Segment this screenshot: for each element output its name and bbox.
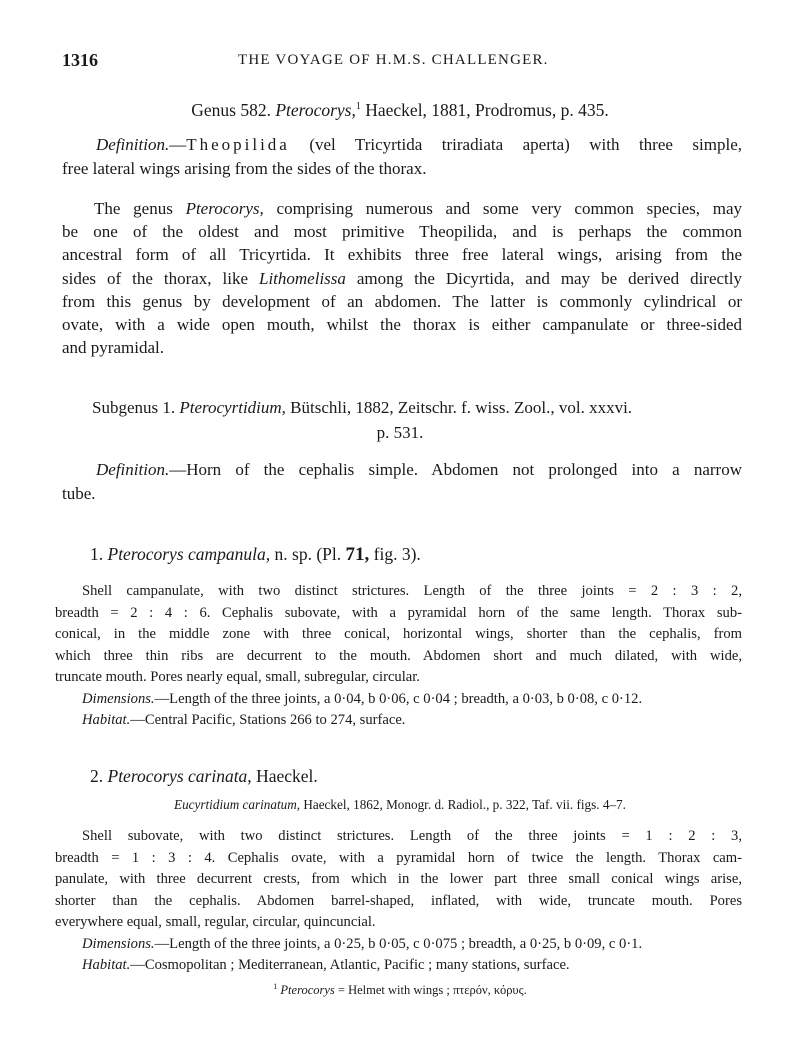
- species-2-habitat: Habitat.—Cosmopolitan ; Mediterranean, Atlantic, Pacific ; many stations, surface.: [82, 957, 570, 973]
- footnote-term: Pterocorys: [280, 983, 335, 998]
- genus-heading: [0, 95, 800, 122]
- definition-family: Theopilida: [186, 135, 290, 154]
- species-1-description: [55, 581, 742, 732]
- footnote-text: = Helmet with wings ; πτερόν, κόρυς.: [334, 983, 527, 998]
- definition-rest: (vel Tricyrtida triradiata aperta) with three simple,: [289, 135, 742, 154]
- species-1-heading: 1. Pterocorys campanula, n. sp. (Pl. 71, fig. 3).: [90, 544, 421, 565]
- species-2-line1: Shell subovate, with two distinct strictures. Length of the three joints = 1 : 2 : 3,: [82, 828, 742, 844]
- subgenus-heading: [92, 396, 632, 420]
- species-1-line4: which three thin ribs are decurrent to the mouth. Abdomen short and much dilated, with wide,: [55, 647, 742, 664]
- genus-para-line6: ovate, with a wide open mouth, whilst the thorax is either campanulate or three-sided: [62, 315, 742, 335]
- subgenus-definition: [62, 458, 742, 506]
- genus-para-line1: The genus Pterocorys, comprising numerous and some very common species, may: [94, 199, 742, 218]
- page-number: 1316: [62, 50, 98, 70]
- subgenus-name: Pterocyrtidium,: [179, 398, 286, 417]
- species-2-name: Pterocorys carinata,: [107, 766, 252, 786]
- definition-dash: —: [169, 135, 187, 154]
- species-2-heading: 2. Pterocorys carinata, Haeckel.: [90, 766, 318, 786]
- genus-name: Pterocorys,: [275, 99, 356, 120]
- species-2-line4: shorter than the cephalis. Abdomen barrel-shaped, inflated, with wide, truncate mouth. Pores: [55, 892, 742, 909]
- genus-definition-line1: [62, 133, 742, 157]
- subgenus-page: p. 531.: [376, 423, 424, 442]
- subgenus-definition-line1: Definition.—Horn of the cephalis simple. Abdomen not prolonged into a narrow: [96, 460, 742, 479]
- footnote-mark: 1: [355, 101, 361, 112]
- species-2-line2: breadth = 1 : 3 : 4. Cephalis ovate, with a pyramidal horn of twice the length. Thorax cam-: [55, 849, 742, 866]
- genus-para-line7: and pyramidal.: [62, 338, 164, 358]
- genus-para-line3: ancestral form of all Tricyrtida. It exhibits three free lateral wings, arising from the: [62, 245, 742, 265]
- species-2-description: [55, 826, 742, 977]
- species-2-synonym: Eucyrtidium carinatum, Haeckel, 1862, Monogr. d. Radiol., p. 322, Taf. vii. figs. 4–7.: [174, 797, 626, 812]
- plate-number: 71,: [345, 544, 370, 565]
- species-1-line1: Shell campanulate, with two distinct strictures. Length of the three joints = 2 : 3 : 2,: [82, 583, 742, 599]
- genus-heading-rest: Haeckel, 1881, Prodromus, p. 435.: [360, 99, 609, 120]
- genus-prefix: Genus 582.: [191, 99, 271, 120]
- footnote: [0, 982, 800, 998]
- running-title: THE VOYAGE OF H.M.S. CHALLENGER.: [238, 52, 549, 68]
- species-2-line3: panulate, with three decurrent crests, from which in the lower part three small conical wings arise,: [55, 871, 742, 887]
- species-2-line5: everywhere equal, small, regular, circular, quincuncial.: [55, 914, 376, 930]
- species-2-dimensions: Dimensions.—Length of the three joints, a 0·25, b 0·05, c 0·075 ; breadth, a 0·25, b 0·09, c 0·1.: [82, 935, 643, 952]
- genus-para-line2: be one of the oldest and most primitive Theopilida, and is perhaps the common: [62, 222, 742, 242]
- genus-definition: [62, 133, 742, 181]
- species-1-dimensions: Dimensions.—Length of the three joints, a 0·04, b 0·06, c 0·04 ; breadth, a 0·03, b 0·08, c 0·12.: [82, 690, 643, 707]
- species-1-line5: truncate mouth. Pores nearly equal, small, subregular, circular.: [55, 669, 420, 685]
- species-1-line2: breadth = 2 : 4 : 6. Cephalis subovate, with a pyramidal horn of the same length. Thorax sub-: [55, 604, 742, 621]
- subgenus-definition-line2: tube.: [62, 484, 96, 503]
- genus-paragraph: [62, 197, 742, 359]
- species-1-habitat: Habitat.—Central Pacific, Stations 266 to 274, surface.: [82, 712, 406, 728]
- genus-definition-line2: free lateral wings arising from the sides of the thorax.: [62, 159, 427, 178]
- genus-para-line4: sides of the thorax, like Lithomelissa among the Dicyrtida, and may be derived directly: [62, 268, 742, 288]
- subgenus-prefix: Subgenus 1.: [92, 398, 176, 417]
- definition-label: Definition.: [96, 135, 170, 154]
- genus-para-line5: from this genus by development of an abdomen. The latter is commonly cylindrical or: [62, 291, 742, 311]
- species-1-name: Pterocorys campanula,: [107, 544, 271, 564]
- subgenus-definition-label: Definition.: [96, 460, 170, 479]
- subgenus-rest: Bütschli, 1882, Zeitschr. f. wiss. Zool., vol. xxxvi.: [285, 398, 633, 417]
- footnote-number: 1: [273, 982, 278, 991]
- species-1-line3: conical, in the middle zone with three conical, horizontal wings, shorter than the cephalis, from: [55, 626, 742, 642]
